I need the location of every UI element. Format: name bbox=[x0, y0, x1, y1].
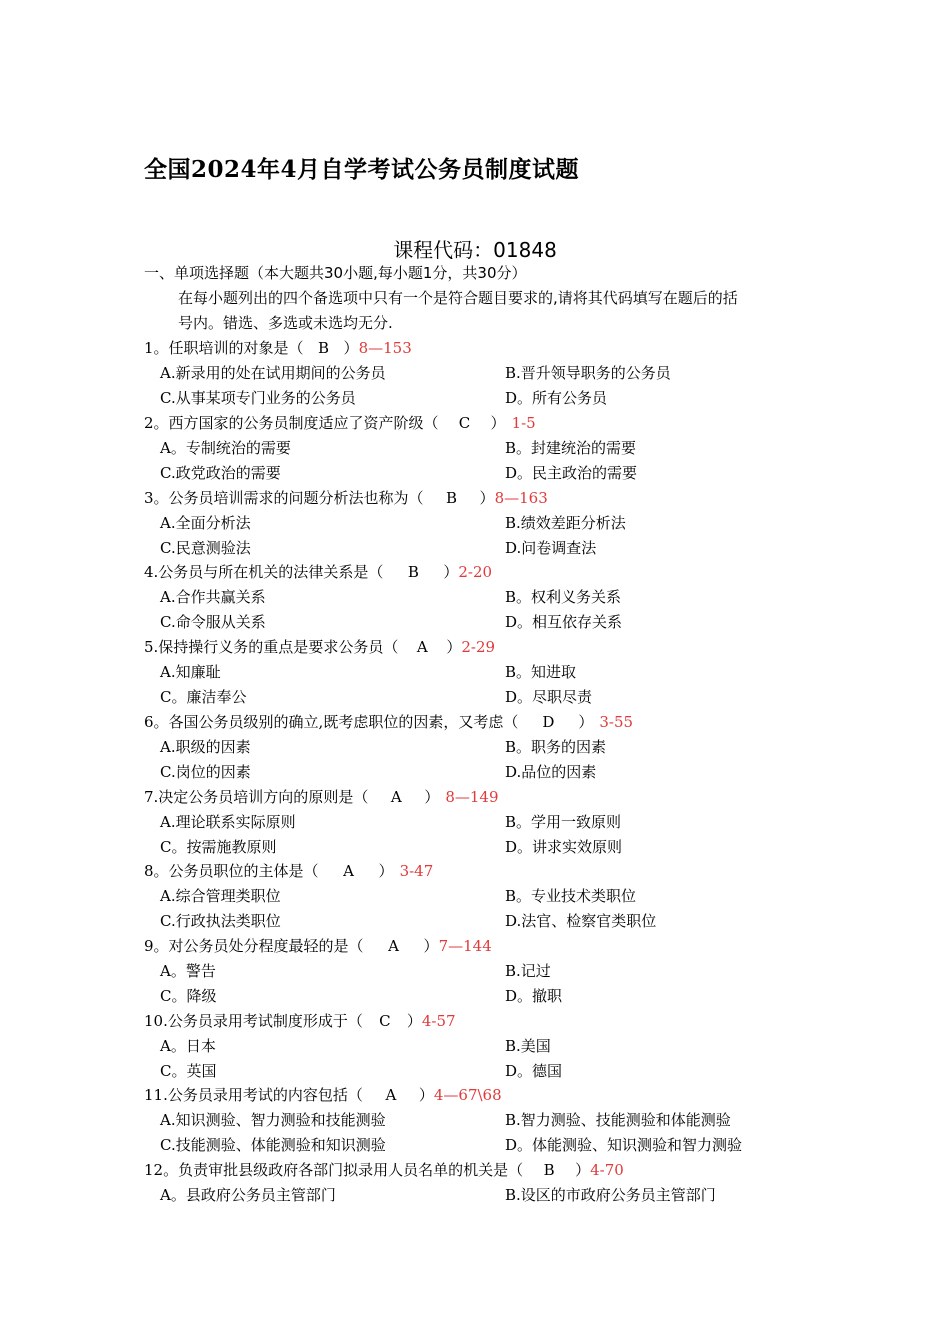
question-text: 10.公务员录用考试制度形成于（ bbox=[144, 1012, 363, 1030]
close-paren: ） bbox=[406, 1012, 422, 1030]
question-stem bbox=[144, 1009, 456, 1033]
option-b: B.设区的市政府公务员主管部门 bbox=[505, 1186, 716, 1204]
question-stem bbox=[144, 1158, 624, 1182]
close-paren: ） bbox=[578, 713, 594, 731]
answer-key: C bbox=[379, 1012, 391, 1030]
option-b: B。职务的因素 bbox=[505, 738, 607, 756]
answer-key: B bbox=[318, 339, 330, 357]
option-d: D。体能测验、知识测验和智力测验 bbox=[505, 1136, 743, 1154]
question-stem bbox=[144, 560, 492, 584]
close-paren: ） bbox=[575, 1161, 591, 1179]
close-paren: ） bbox=[446, 638, 462, 656]
option-c: C.岗位的因素 bbox=[160, 763, 251, 781]
close-paren: ） bbox=[418, 1086, 434, 1104]
option-d: D。民主政治的需要 bbox=[505, 464, 638, 482]
option-d: D。讲求实效原则 bbox=[505, 838, 623, 856]
option-a: A.综合管理类职位 bbox=[160, 887, 281, 905]
page-reference: 2-29 bbox=[461, 638, 496, 656]
close-paren: ） bbox=[479, 489, 495, 507]
close-paren: ） bbox=[424, 788, 440, 806]
option-c: C.命令服从关系 bbox=[160, 613, 266, 631]
close-paren: ） bbox=[490, 414, 506, 432]
option-a: A.理论联系实际原则 bbox=[160, 813, 296, 831]
page-reference: 4-70 bbox=[590, 1161, 624, 1179]
course-code: 课程代码：01848 bbox=[393, 238, 557, 262]
option-c: C.民意测验法 bbox=[160, 539, 251, 557]
page-reference: 3-55 bbox=[599, 713, 634, 731]
answer-key: C bbox=[458, 414, 471, 432]
option-d: D。相互依存关系 bbox=[505, 613, 623, 631]
question-stem bbox=[144, 1083, 502, 1107]
close-paren: ） bbox=[378, 862, 394, 880]
answer-key: B bbox=[543, 1161, 555, 1179]
option-d: D。撤职 bbox=[505, 987, 563, 1005]
page-reference: 1-5 bbox=[511, 414, 536, 432]
option-a: A.全面分析法 bbox=[160, 514, 251, 532]
close-paren: ） bbox=[443, 563, 459, 581]
option-d: D。尽职尽责 bbox=[505, 688, 593, 706]
page-reference: 4-57 bbox=[421, 1012, 456, 1030]
section-instruction-line1: 在每小题列出的四个备选项中只有一个是符合题目要求的,请将其代码填写在题后的括 bbox=[178, 289, 738, 307]
question-stem bbox=[144, 859, 433, 883]
answer-key: A bbox=[385, 1086, 397, 1104]
question-text: 9。对公务员处分程度最轻的是（ bbox=[144, 937, 364, 955]
answer-key: B bbox=[446, 489, 458, 507]
option-b: B.晋升领导职务的公务员 bbox=[505, 364, 671, 382]
answer-key: A bbox=[390, 788, 402, 806]
question-stem bbox=[144, 411, 536, 435]
page-reference: 8—149 bbox=[445, 788, 499, 806]
page-reference: 7—144 bbox=[438, 937, 492, 955]
option-a: A.知识测验、智力测验和技能测验 bbox=[160, 1111, 386, 1129]
option-d: D.品位的因素 bbox=[505, 763, 597, 781]
question-text: 3。公务员培训需求的问题分析法也称为（ bbox=[144, 489, 424, 507]
page-reference: 4—67\68 bbox=[433, 1086, 502, 1104]
option-c: C.技能测验、体能测验和知识测验 bbox=[160, 1136, 386, 1154]
option-a: A.合作共赢关系 bbox=[160, 588, 266, 606]
option-c: C.政党政治的需要 bbox=[160, 464, 281, 482]
option-a: A。日本 bbox=[160, 1037, 216, 1055]
question-text: 6。各国公务员级别的确立,既考虑职位的因素，又考虑（ bbox=[144, 713, 519, 731]
close-paren: ） bbox=[343, 339, 359, 357]
question-text: 7.决定公务员培训方向的原则是（ bbox=[144, 788, 369, 806]
option-a: A。警告 bbox=[160, 962, 216, 980]
page-title: 全国2024年4月自学考试公务员制度试题 bbox=[144, 156, 580, 183]
option-c: C。英国 bbox=[160, 1062, 217, 1080]
option-d: D.问卷调查法 bbox=[505, 539, 597, 557]
question-text: 11.公务员录用考试的内容包括（ bbox=[144, 1086, 363, 1104]
option-b: B.记过 bbox=[505, 962, 551, 980]
page-reference: 3-47 bbox=[399, 862, 434, 880]
page-reference: 8—153 bbox=[358, 339, 412, 357]
answer-key: A bbox=[388, 937, 399, 955]
question-text: 2。西方国家的公务员制度适应了资产阶级（ bbox=[144, 414, 439, 432]
option-b: B。知进取 bbox=[505, 663, 577, 681]
option-c: C。廉洁奉公 bbox=[160, 688, 247, 706]
question-text: 8。公务员职位的主体是（ bbox=[144, 862, 319, 880]
option-b: B.美国 bbox=[505, 1037, 551, 1055]
option-d: D。所有公务员 bbox=[505, 389, 608, 407]
question-text: 12。负责审批县级政府各部门拟录用人员名单的机关是（ bbox=[144, 1161, 524, 1179]
answer-key: A bbox=[343, 862, 354, 880]
page-reference: 8—163 bbox=[494, 489, 548, 507]
question-text: 1。任职培训的对象是（ bbox=[144, 339, 304, 357]
question-stem bbox=[144, 486, 548, 510]
section-instruction-line2: 号内。错选、多选或未选均无分. bbox=[178, 314, 393, 332]
option-b: B.智力测验、技能测验和体能测验 bbox=[505, 1111, 731, 1129]
close-paren: ） bbox=[423, 937, 439, 955]
option-b: B.绩效差距分析法 bbox=[505, 514, 626, 532]
section-heading: 一、单项选择题（本大题共30小题,每小题1分，共30分） bbox=[144, 264, 527, 282]
option-d: D.法官、检察官类职位 bbox=[505, 912, 657, 930]
option-a: A。县政府公务员主管部门 bbox=[160, 1186, 336, 1204]
answer-key: D bbox=[542, 713, 555, 731]
option-c: C.行政执法类职位 bbox=[160, 912, 281, 930]
option-b: B。权利义务关系 bbox=[505, 588, 622, 606]
option-a: A.知廉耻 bbox=[160, 663, 221, 681]
question-stem bbox=[144, 934, 492, 958]
question-stem bbox=[144, 635, 495, 659]
question-stem bbox=[144, 785, 499, 809]
option-b: B。学用一致原则 bbox=[505, 813, 622, 831]
question-stem bbox=[144, 336, 412, 360]
option-c: C。降级 bbox=[160, 987, 217, 1005]
question-text: 4.公务员与所在机关的法律关系是（ bbox=[144, 563, 384, 581]
option-c: C。按需施教原则 bbox=[160, 838, 277, 856]
answer-key: A bbox=[416, 638, 428, 656]
option-b: B。专业技术类职位 bbox=[505, 887, 637, 905]
page-reference: 2-20 bbox=[458, 563, 493, 581]
question-12 bbox=[144, 1158, 844, 1258]
option-a: A.职级的因素 bbox=[160, 738, 251, 756]
option-c: C.从事某项专门业务的公务员 bbox=[160, 389, 356, 407]
question-stem bbox=[144, 710, 633, 734]
answer-key: B bbox=[407, 563, 419, 581]
option-a: A。专制统治的需要 bbox=[160, 439, 291, 457]
option-b: B。封建统治的需要 bbox=[505, 439, 637, 457]
question-text: 5.保持操行义务的重点是要求公务员（ bbox=[144, 638, 399, 656]
option-d: D。德国 bbox=[505, 1062, 563, 1080]
option-a: A.新录用的处在试用期间的公务员 bbox=[160, 364, 386, 382]
